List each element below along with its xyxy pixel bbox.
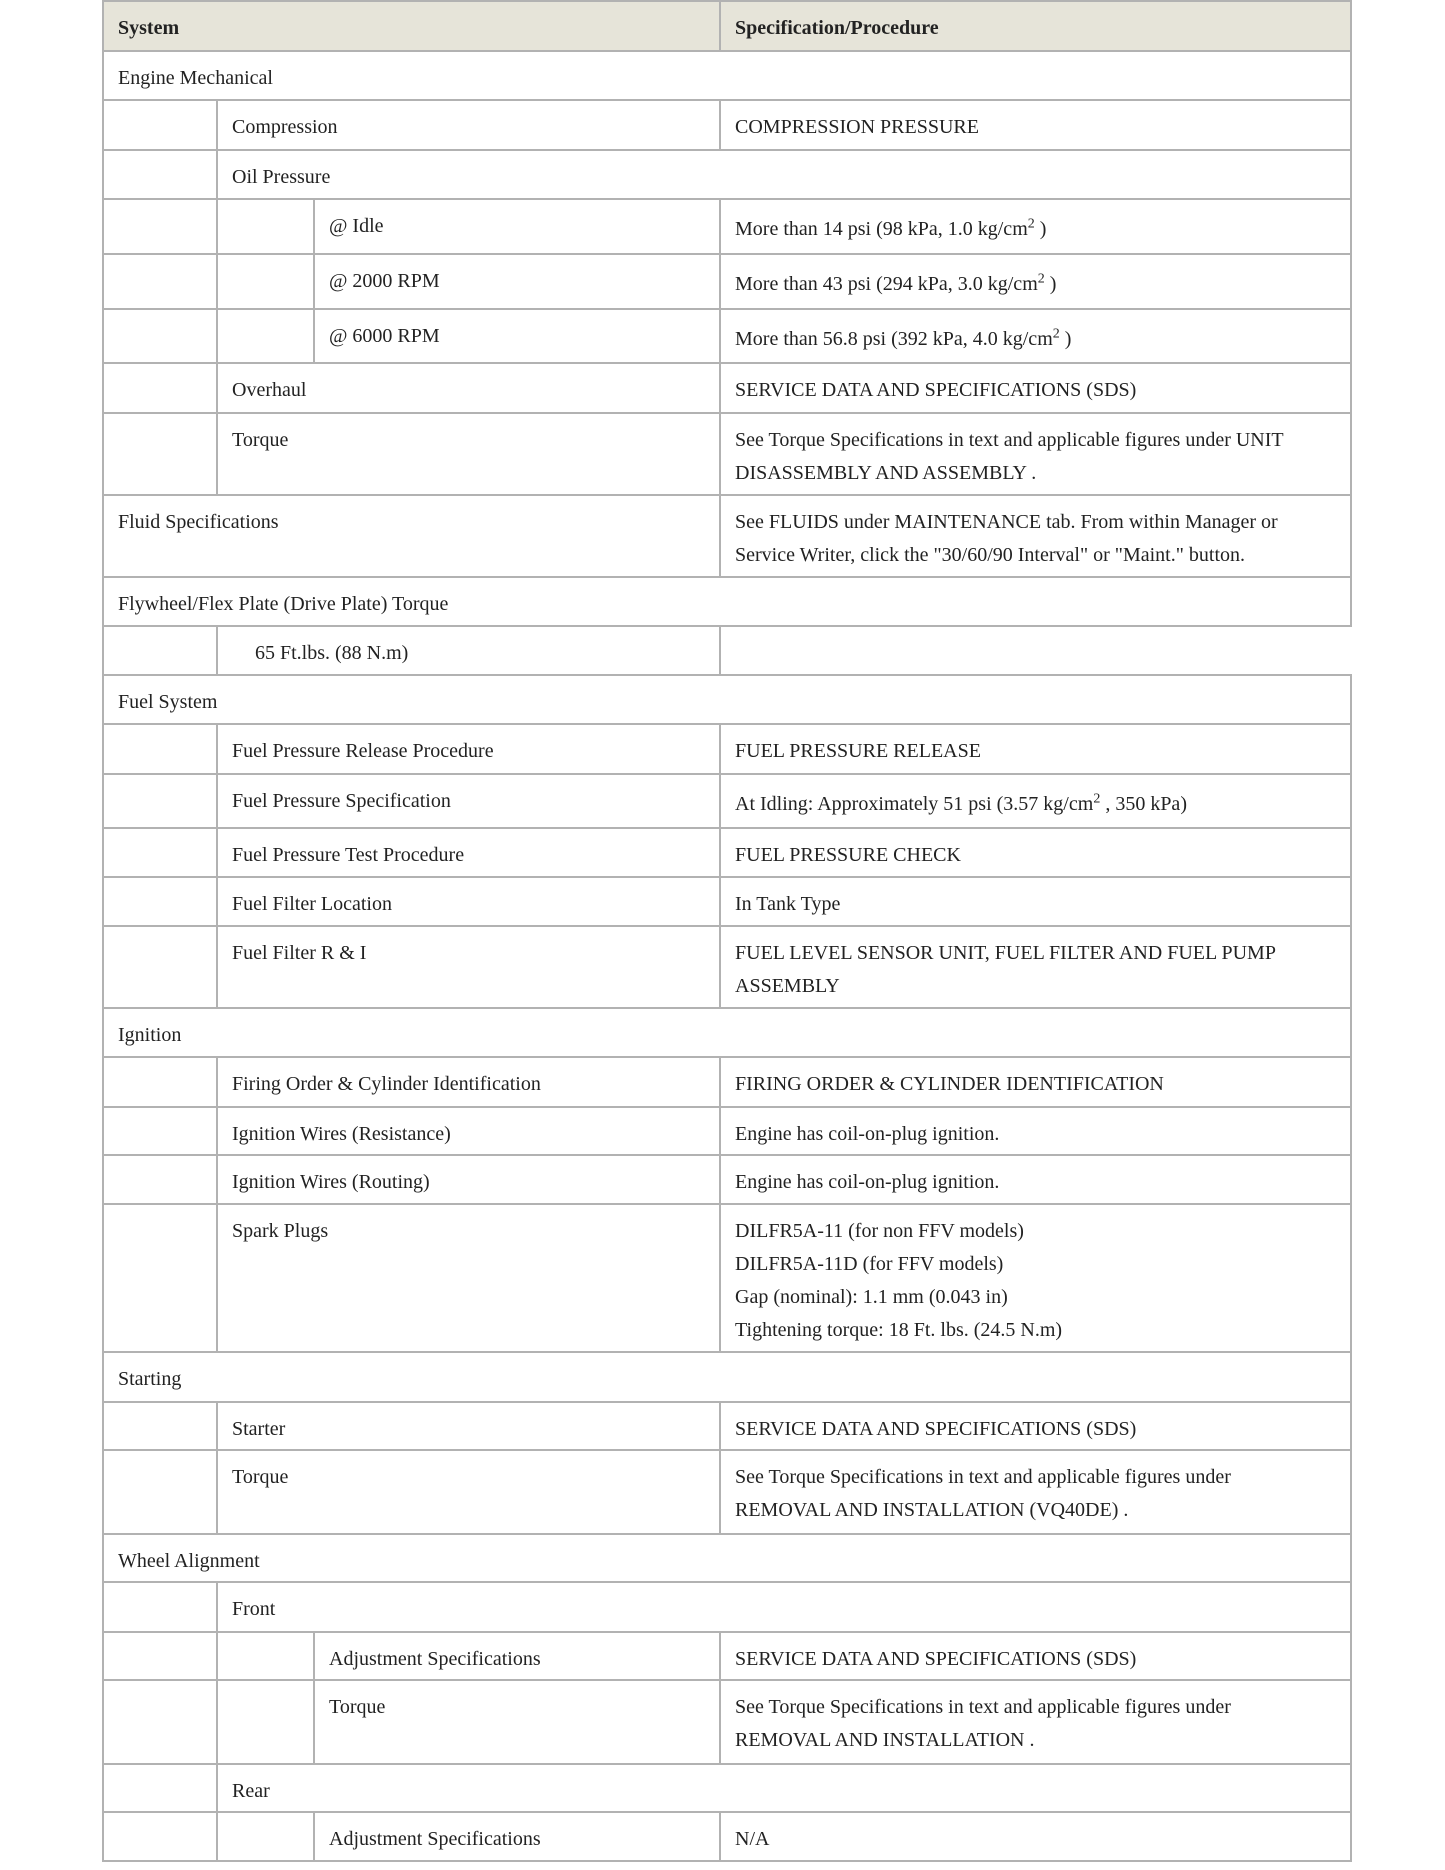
row-spec: DILFR5A-11 (for non FFV models) DILFR5A-11D (for FFV models) Gap (nominal): 1.1 mm (0.043 in) Tightening torque: 18 Ft. lbs. (24.5 N.m) — [719, 1203, 1352, 1351]
indent-cell — [102, 412, 216, 494]
table-row — [102, 1679, 1352, 1763]
section-row — [102, 576, 1352, 625]
section-label: Wheel Alignment — [102, 1533, 1352, 1581]
section-label: Fuel System — [102, 674, 1352, 723]
table-row — [102, 1056, 1352, 1106]
row-spec: SERVICE DATA AND SPECIFICATIONS (SDS) — [719, 1631, 1352, 1679]
table-row — [102, 362, 1352, 412]
indent-cell — [216, 253, 313, 308]
table-row — [102, 308, 1352, 362]
row-spec: At Idling: Approximately 51 psi (3.57 $kg/cm^2$ , 350 kPa) — [719, 773, 1352, 827]
table-row — [102, 99, 1352, 149]
row-label: Spark Plugs — [216, 1203, 719, 1351]
section-row — [102, 674, 1352, 723]
row-spec: SERVICE DATA AND SPECIFICATIONS (SDS) — [719, 1401, 1352, 1449]
row-spec: More than 56.8 psi (392 kPa, 4.0 $kg/cm^2$ ) — [719, 308, 1352, 362]
indent-cell — [102, 1449, 216, 1533]
row-spec: SERVICE DATA AND SPECIFICATIONS (SDS) — [719, 362, 1352, 412]
table-row — [102, 1203, 1352, 1351]
row-label: Fuel Pressure Release Procedure — [216, 723, 719, 773]
indent-cell — [216, 1679, 313, 1763]
section-label: Engine Mechanical — [102, 50, 1352, 99]
row-spec: FUEL PRESSURE CHECK — [719, 827, 1352, 876]
section-label: Ignition — [102, 1007, 1352, 1056]
table-row — [102, 1401, 1352, 1449]
row-label: Compression — [216, 99, 719, 149]
indent-cell — [102, 827, 216, 876]
row-label: @ 2000 RPM — [313, 253, 719, 308]
indent-cell — [102, 253, 216, 308]
row-label: 65 Ft.lbs. (88 N.m) — [216, 625, 719, 674]
subsection-label: Oil Pressure — [216, 149, 1352, 198]
header-system: System — [102, 0, 719, 50]
row-label: Overhaul — [216, 362, 719, 412]
indent-cell — [102, 1203, 216, 1351]
row-label: @ 6000 RPM — [313, 308, 719, 362]
row-spec: Engine has coil-on-plug ignition. — [719, 1106, 1352, 1154]
row-spec: COMPRESSION PRESSURE — [719, 99, 1352, 149]
row-label: Fuel Pressure Test Procedure — [216, 827, 719, 876]
row-label: Fuel Filter R & I — [216, 925, 719, 1007]
row-label: Adjustment Specifications — [313, 1811, 719, 1862]
table-row — [102, 1449, 1352, 1533]
indent-cell — [102, 723, 216, 773]
row-spec: More than 43 psi (294 kPa, 3.0 $kg/cm^2$ ) — [719, 253, 1352, 308]
row-spec: See Torque Specifications in text and applicable figures under REMOVAL AND INSTALLATION . — [719, 1679, 1352, 1763]
section-label: Flywheel/Flex Plate (Drive Plate) Torque — [102, 576, 1352, 625]
indent-cell — [102, 1581, 216, 1631]
row-spec: FIRING ORDER & CYLINDER IDENTIFICATION — [719, 1056, 1352, 1106]
row-label: Fuel Filter Location — [216, 876, 719, 925]
subsection-row — [102, 149, 1352, 198]
row-label: Fluid Specifications — [102, 494, 719, 576]
row-spec: N/A — [719, 1811, 1352, 1862]
row-label: Ignition Wires (Resistance) — [216, 1106, 719, 1154]
indent-cell — [102, 308, 216, 362]
section-row — [102, 1533, 1352, 1581]
indent-cell — [102, 876, 216, 925]
subsection-label: Front — [216, 1581, 1352, 1631]
indent-cell — [102, 149, 216, 198]
table-row — [102, 773, 1352, 827]
indent-cell — [102, 925, 216, 1007]
section-row — [102, 50, 1352, 99]
row-label: Torque — [216, 1449, 719, 1533]
row-spec: In Tank Type — [719, 876, 1352, 925]
table-row — [102, 827, 1352, 876]
indent-cell — [216, 1631, 313, 1679]
indent-cell — [102, 198, 216, 253]
section-label: Starting — [102, 1351, 1352, 1401]
indent-cell — [102, 362, 216, 412]
row-spec: FUEL PRESSURE RELEASE — [719, 723, 1352, 773]
indent-cell — [102, 1631, 216, 1679]
table-row — [102, 198, 1352, 253]
row-label: @ Idle — [313, 198, 719, 253]
row-label: Ignition Wires (Routing) — [216, 1154, 719, 1203]
row-spec: See Torque Specifications in text and applicable figures under UNIT DISASSEMBLY AND ASSEMBLY . — [719, 412, 1352, 494]
indent-cell — [102, 99, 216, 149]
subsection-row — [102, 1581, 1352, 1631]
table-row — [102, 1811, 1352, 1862]
table-row — [102, 412, 1352, 494]
indent-cell — [216, 308, 313, 362]
table-row — [102, 1631, 1352, 1679]
section-row — [102, 1351, 1352, 1401]
table-row — [102, 925, 1352, 1007]
row-spec: FUEL LEVEL SENSOR UNIT, FUEL FILTER AND FUEL PUMP ASSEMBLY — [719, 925, 1352, 1007]
subsection-label: Rear — [216, 1763, 1352, 1811]
table-row — [102, 625, 1352, 674]
table-row — [102, 1154, 1352, 1203]
indent-cell — [102, 1811, 216, 1862]
indent-cell — [102, 1763, 216, 1811]
empty-cell — [719, 625, 1352, 674]
row-spec: See Torque Specifications in text and applicable figures under REMOVAL AND INSTALLATION (VQ40DE) . — [719, 1449, 1352, 1533]
table-header — [102, 0, 1352, 50]
row-label: Adjustment Specifications — [313, 1631, 719, 1679]
indent-cell — [102, 1154, 216, 1203]
row-spec: Engine has coil-on-plug ignition. — [719, 1154, 1352, 1203]
row-label: Starter — [216, 1401, 719, 1449]
row-label: Torque — [313, 1679, 719, 1763]
subsection-row — [102, 1763, 1352, 1811]
spec-table — [102, 0, 1352, 1862]
section-row — [102, 1007, 1352, 1056]
table-row — [102, 1106, 1352, 1154]
indent-cell — [102, 1106, 216, 1154]
table-row — [102, 494, 1352, 576]
indent-cell — [102, 1679, 216, 1763]
table-row — [102, 723, 1352, 773]
indent-cell — [102, 773, 216, 827]
indent-cell — [102, 1401, 216, 1449]
indent-cell — [216, 198, 313, 253]
indent-cell — [102, 625, 216, 674]
table-row — [102, 253, 1352, 308]
header-spec: Specification/Procedure — [719, 0, 1352, 50]
table-row — [102, 876, 1352, 925]
indent-cell — [102, 1056, 216, 1106]
row-label: Torque — [216, 412, 719, 494]
indent-cell — [216, 1811, 313, 1862]
row-spec: See FLUIDS under MAINTENANCE tab. From within Manager or Service Writer, click the "30/60/90 Interval" or "Maint." button. — [719, 494, 1352, 576]
row-spec: More than 14 psi (98 kPa, 1.0 $kg/cm^2$ ) — [719, 198, 1352, 253]
row-label: Fuel Pressure Specification — [216, 773, 719, 827]
row-label: Firing Order & Cylinder Identification — [216, 1056, 719, 1106]
